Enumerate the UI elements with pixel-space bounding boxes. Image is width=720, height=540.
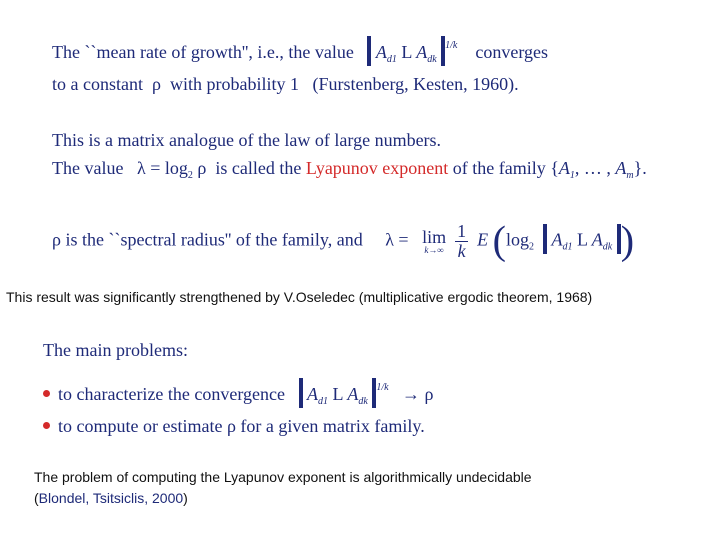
item1-pre: to characterize the convergence (58, 384, 286, 404)
norm-open (543, 224, 547, 254)
brace-open: { (550, 158, 559, 178)
sub-d: d (427, 54, 433, 65)
line4-post: of the family (452, 158, 546, 178)
problem-item-1 (43, 378, 434, 408)
sub-d: d (318, 396, 324, 407)
bullet-icon (43, 390, 50, 397)
rho-symbol: ρ (197, 158, 207, 178)
line2-pre: to a constant (52, 74, 143, 94)
problems-title-text: The main problems: (43, 340, 188, 360)
dots: L (332, 384, 343, 404)
line3-text: This is a matrix analogue of the law of large numbers. (52, 130, 442, 150)
paren-open: ( (34, 490, 39, 506)
norm-open (367, 36, 371, 66)
matrix-a1: A (307, 384, 319, 404)
exponent: 1/k (376, 382, 389, 393)
sub-1: 1 (323, 396, 329, 407)
matrix-ak: A (416, 42, 428, 62)
arrow-to-rho: → ρ (402, 384, 434, 404)
line2-post: with probability 1 (169, 74, 299, 94)
oseledec-text: This result was significantly strengthened by V.Oseledec (multiplicative ergodic theorem, 1968) (6, 289, 593, 305)
frac-den: k (457, 240, 466, 261)
rho-symbol: ρ (151, 74, 161, 94)
oseledec-note (6, 289, 592, 305)
line-law-large-numbers (52, 130, 441, 151)
sub-d: d (386, 54, 392, 65)
lim-under: k→∞ (424, 244, 444, 255)
line4-pre: The value (52, 158, 124, 178)
paren-close: ) (183, 490, 188, 506)
expectation: E (477, 229, 489, 250)
line-lyapunov-def (52, 158, 647, 181)
line-mean-rate (52, 36, 548, 66)
line5-pre: ρ is the ``spectral radius'' of the family, and (52, 229, 363, 250)
exponent: 1/k (445, 40, 458, 51)
matrix-a1: A (375, 42, 387, 62)
problems-title (43, 340, 188, 361)
problem-item-2 (43, 416, 425, 437)
paren-close: ) (620, 217, 635, 263)
sub-k: k (363, 396, 368, 407)
sub-d: d (602, 241, 608, 253)
undecidable-text: The problem of computing the Lyapunov exponent is algorithmically undecidable (34, 469, 532, 485)
sub-m: m (626, 170, 634, 181)
matrix-am: A (615, 158, 627, 178)
undecidable-cite: Blondel, Tsitsiclis, 2000 (38, 490, 184, 506)
line4-mid: is called the (215, 158, 302, 178)
lambda-eq: λ = (385, 229, 409, 250)
log-base: 2 (187, 170, 193, 181)
bullet-icon (43, 422, 50, 429)
sub-d: d (358, 396, 364, 407)
line1-post: converges (475, 42, 549, 62)
sub-k: k (607, 241, 613, 253)
line-constant (52, 74, 519, 95)
line1-pre: The ``mean rate of growth'', i.e., the value (52, 42, 354, 62)
brace-close: }. (633, 158, 647, 178)
matrix-ak: A (591, 229, 603, 250)
dots: , … , (574, 158, 611, 178)
dots: L (401, 42, 412, 62)
sub-d: d (562, 241, 568, 253)
undecidable-citation (34, 490, 188, 506)
sub-1: 1 (391, 54, 397, 65)
lim-text: lim (422, 226, 447, 247)
undecidable-note (34, 469, 532, 485)
lim-operator (422, 228, 446, 255)
frac-num: 1 (457, 221, 467, 241)
paren-open: ( (492, 217, 506, 263)
fraction (455, 222, 468, 261)
log-base: 2 (528, 241, 534, 253)
item2-text: to compute or estimate ρ for a given matrix family. (58, 416, 425, 436)
norm-open (299, 378, 303, 408)
matrix-ak: A (347, 384, 359, 404)
citation: (Furstenberg, Kesten, 1960). (312, 74, 519, 94)
lyapunov-highlight: Lyapunov exponent (305, 158, 449, 178)
line-spectral-radius (52, 217, 635, 263)
log-text: log (505, 229, 529, 250)
sub-1: 1 (569, 170, 575, 181)
sub-k: k (432, 54, 437, 65)
sub-1: 1 (567, 241, 573, 253)
matrix-a1: A (551, 229, 563, 250)
dots: L (576, 229, 588, 250)
matrix-a1: A (558, 158, 570, 178)
lambda-eq: λ = log (136, 158, 188, 178)
